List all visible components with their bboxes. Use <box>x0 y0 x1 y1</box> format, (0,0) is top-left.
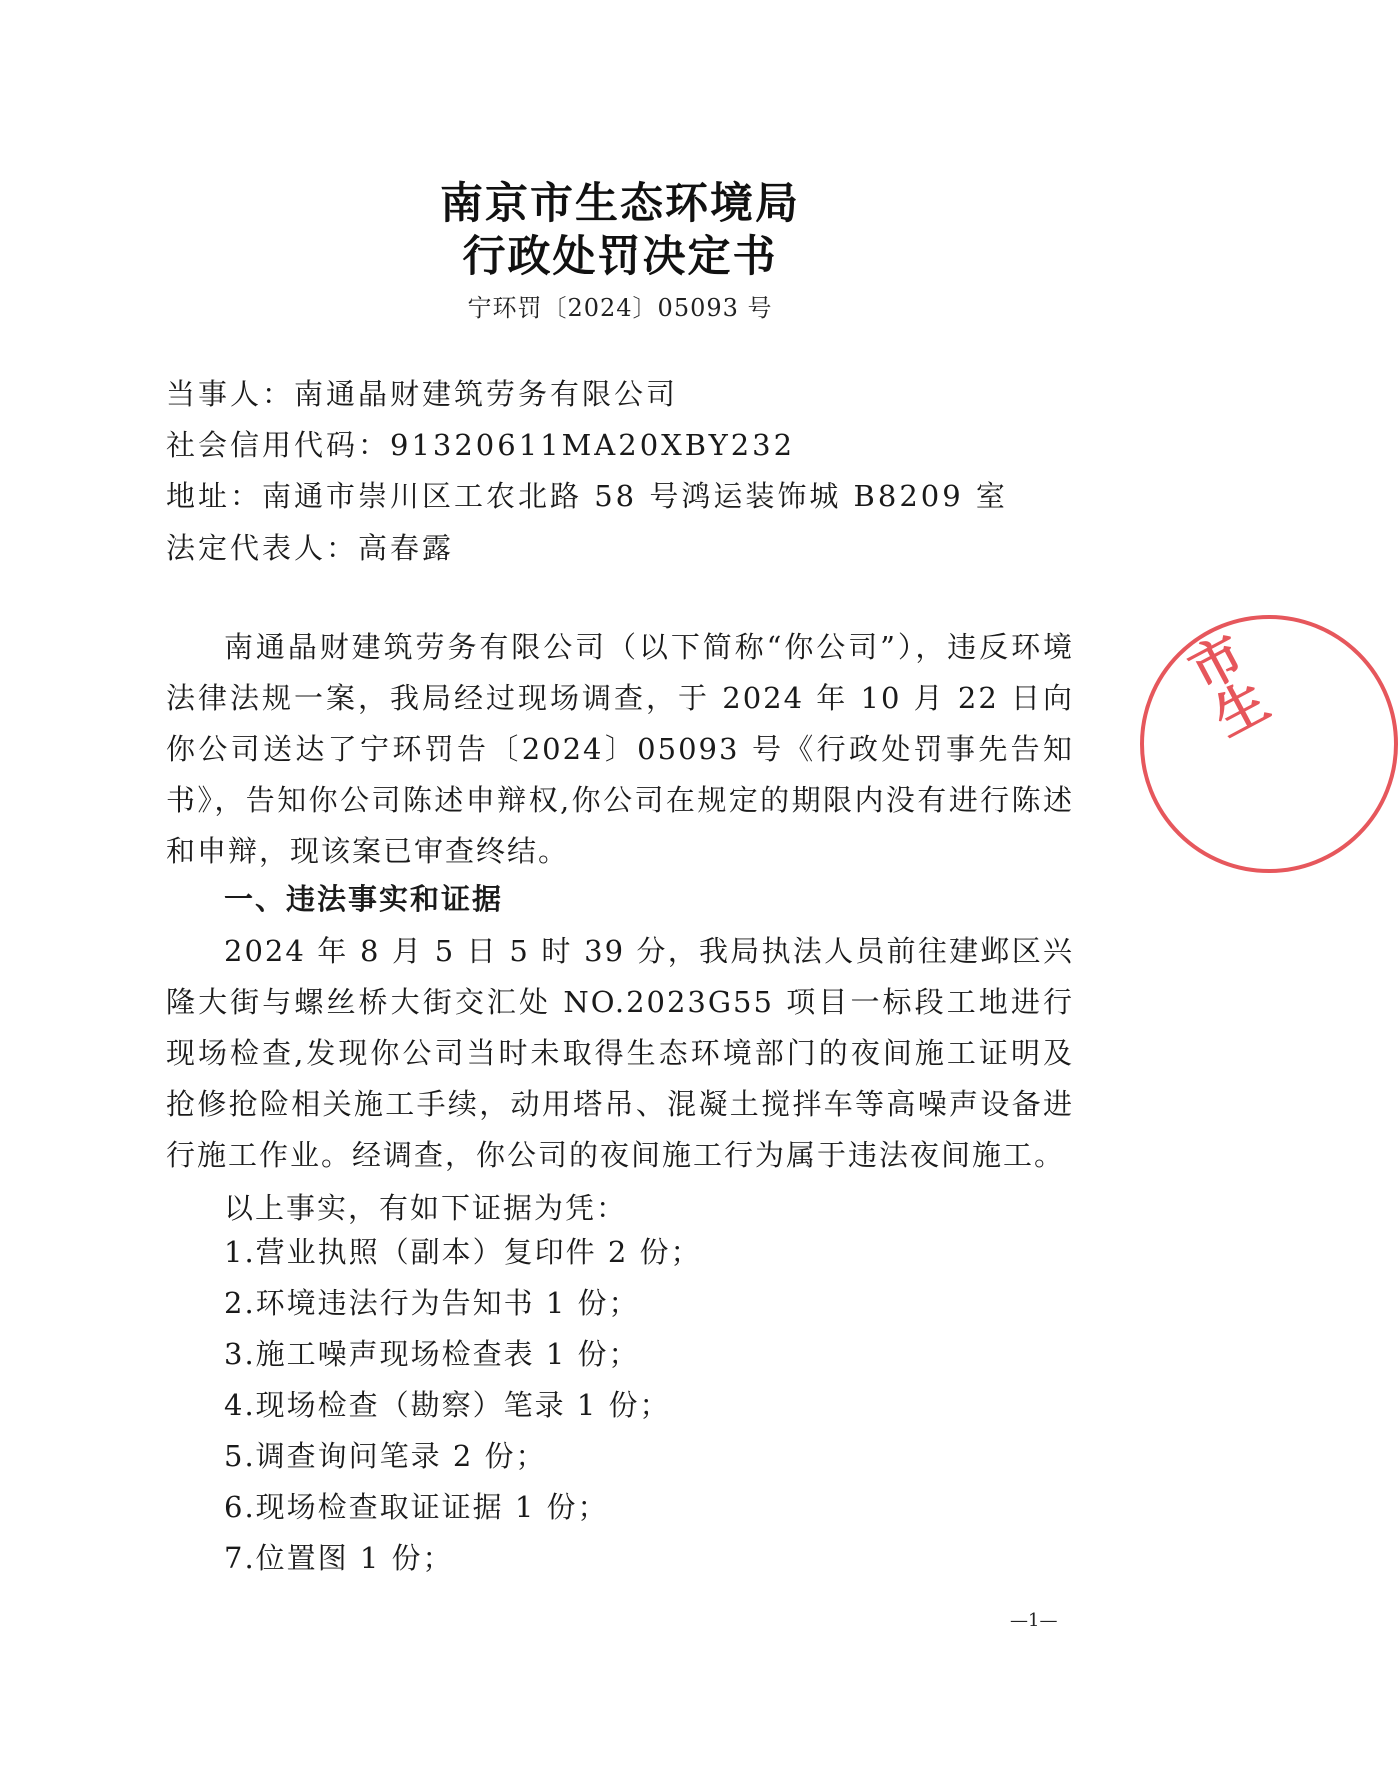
evidence-intro: 以上事实，有如下证据为凭： <box>224 1191 628 1225</box>
evidence-item: 3.施工噪声现场检查表 1 份； <box>224 1337 640 1371</box>
document-number: 宁环罚〔2024〕05093 号 <box>467 294 773 322</box>
document-title-line1: 南京市生态环境局 <box>440 179 800 229</box>
party-credit-code: 社会信用代码：91320611MA20XBY232 <box>166 428 796 462</box>
evidence-item: 5.调查询问笔录 2 份； <box>224 1439 547 1473</box>
party-address: 地址：南通市崇川区工农北路 58 号鸿运装饰城 B8209 室 <box>166 479 1008 513</box>
party-name: 当事人：南通晶财建筑劳务有限公司 <box>166 377 679 411</box>
evidence-item: 2.环境违法行为告知书 1 份； <box>224 1286 640 1320</box>
party-legal-representative: 法定代表人：高春露 <box>166 531 455 565</box>
official-seal-text: 市生 <box>1172 626 1275 747</box>
document-title-line2: 行政处罚决定书 <box>462 232 778 282</box>
evidence-list <box>224 1227 702 1584</box>
evidence-item: 4.现场检查（勘察）笔录 1 份； <box>224 1388 671 1422</box>
section-heading-facts: 一、违法事实和证据 <box>224 882 504 916</box>
facts-paragraph: 2024 年 8 月 5 日 5 时 39 分，我局执法人员前往建邺区兴隆大街与螺丝桥大街交汇处 NO.2023G55 项目一标段工地进行现场检查,发现你公司当时未取得生态环境部门的夜间施工证明及抢修抢险相关施工手续，动用塔吊、混凝土搅拌车等高噪声设备进行施工作业。经调查，你公司的夜间施工行为属于违法夜间施工。 <box>166 934 1074 1172</box>
intro-paragraph: 南通晶财建筑劳务有限公司（以下简称“你公司”），违反环境法律法规一案，我局经过现场调查，于 2024 年 10 月 22 日向你公司送达了宁环罚告〔2024〕05093 号《行政处罚事先告知书》，告知你公司陈述申辩权,你公司在规定的期限内没有进行陈述和申辩，现该案已审查终结。 <box>166 630 1074 868</box>
evidence-item: 7.位置图 1 份； <box>224 1541 454 1575</box>
page-number: —1— <box>1010 1610 1058 1631</box>
evidence-item: 6.现场检查取证证据 1 份； <box>224 1490 609 1524</box>
evidence-item: 1.营业执照（副本）复印件 2 份； <box>224 1235 702 1269</box>
